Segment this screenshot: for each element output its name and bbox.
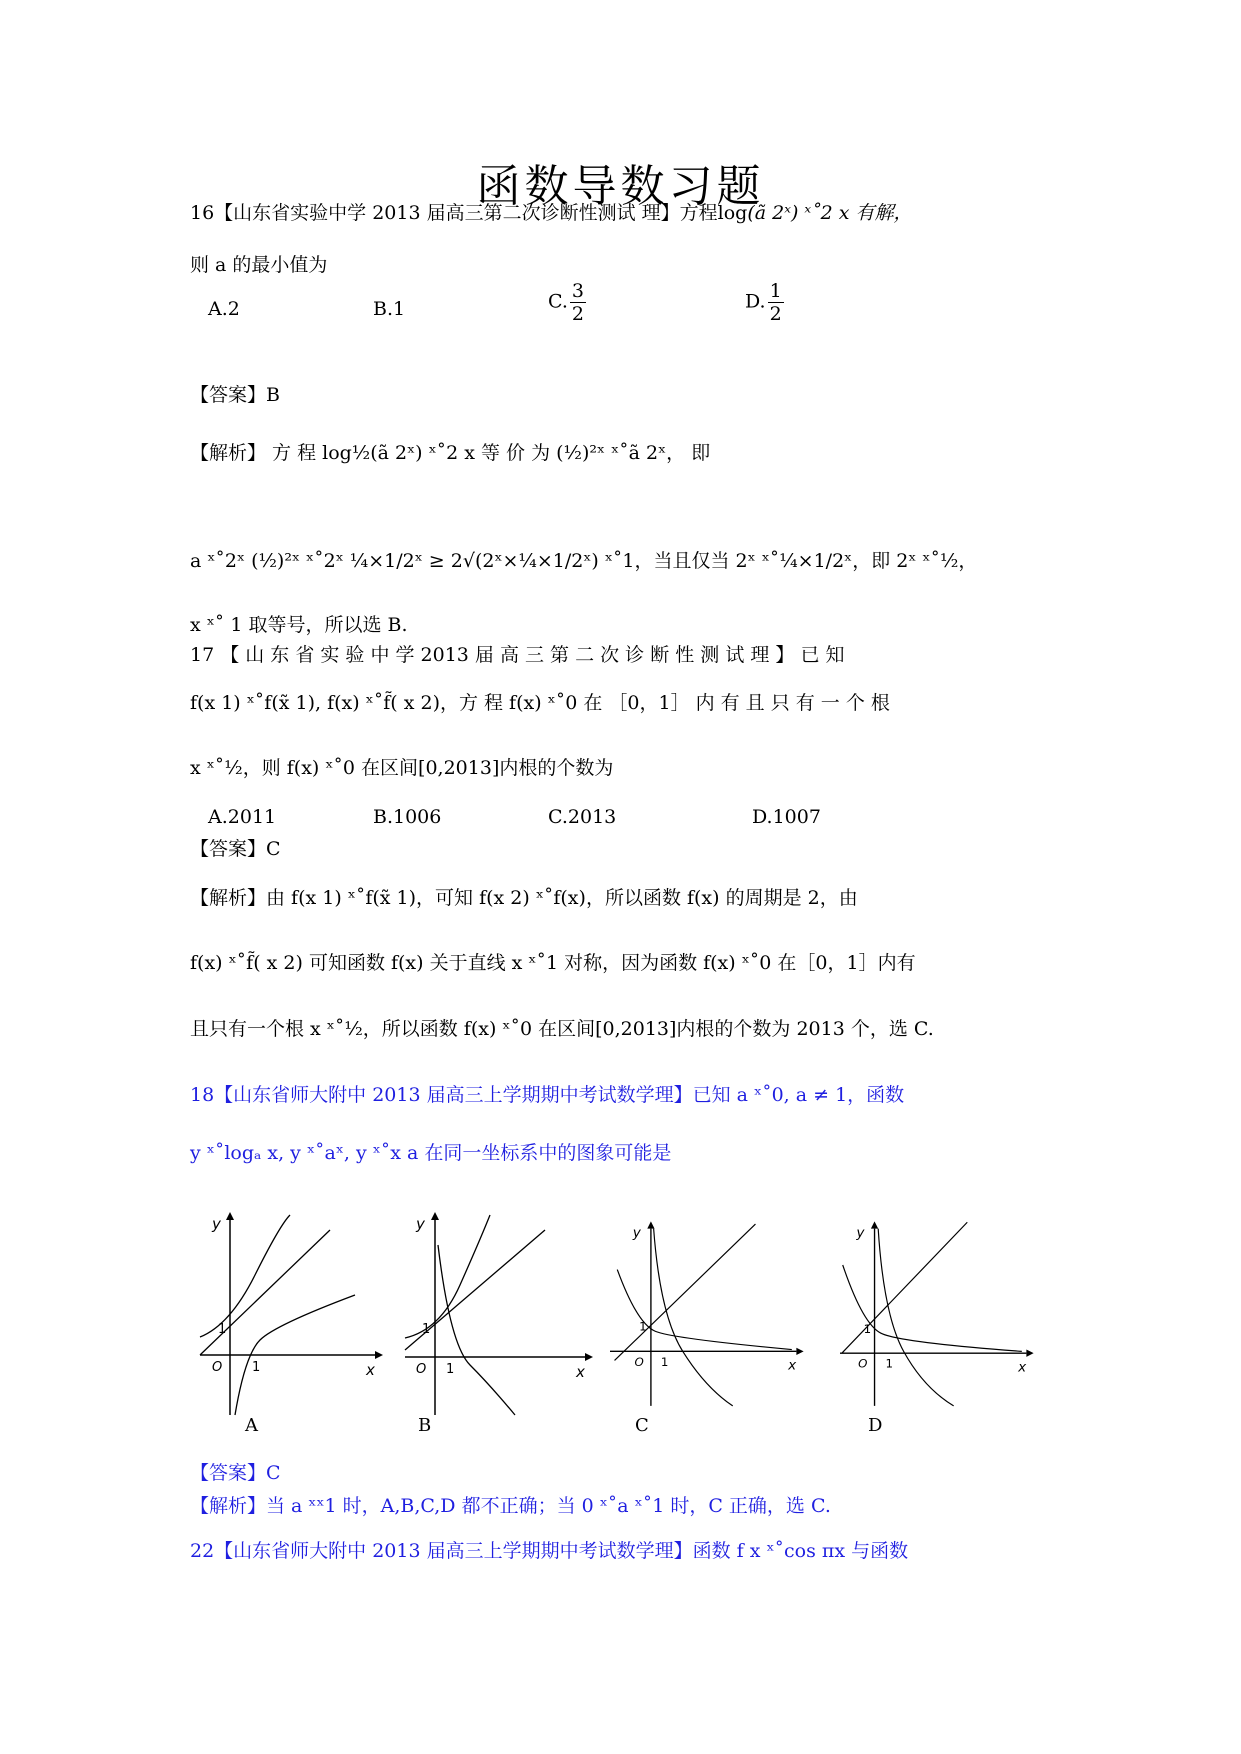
tick-x-one: 1 — [660, 1354, 669, 1369]
q18-line2: y ˣ˚logₐ x, y ˣ˚aˣ, y ˣ˚x a 在同一坐标系中的图象可能是 — [190, 1142, 672, 1164]
q17-option-c: C.2013 — [548, 806, 617, 828]
q16-analysis-3: x ˣ˚ 1 取等号，所以选 B. — [190, 614, 408, 636]
q16-analysis-1: 【解析】 方 程 log½(ã 2ˣ) ˣ˚2 x 等 价 为 (½)²ˣ ˣ˚ã 2ˣ， 即 — [190, 442, 711, 464]
q16-option-a: A.2 — [208, 298, 240, 320]
y-arrow — [226, 1212, 234, 1220]
graph-d — [840, 1205, 1040, 1425]
origin-label: O — [634, 1354, 644, 1369]
q16-option-c — [548, 280, 588, 325]
axis-x-label: x — [788, 1357, 797, 1374]
axis-y-label: y — [632, 1224, 641, 1241]
line-curve — [615, 1224, 756, 1360]
x-arrow — [796, 1348, 803, 1355]
x-arrow — [1026, 1350, 1033, 1357]
graph-a — [190, 1205, 390, 1425]
axis-x-label: x — [1018, 1359, 1027, 1376]
graph-label-a: A — [245, 1415, 258, 1436]
x-arrow — [585, 1353, 593, 1361]
q16-option-d — [745, 280, 786, 325]
x-arrow — [375, 1351, 383, 1359]
exp-curve — [843, 1265, 1022, 1351]
axis-x-label: x — [576, 1363, 585, 1381]
origin-label: O — [416, 1362, 427, 1377]
tick-y-one: 1 — [639, 1319, 647, 1334]
q16-answer: 【答案】B — [190, 384, 280, 406]
q16-analysis-2: a ˣ˚2ˣ (½)²ˣ ˣ˚2ˣ ¼×1/2ˣ ≥ 2√(2ˣ×¼×1/2ˣ) ˣ˚1，当且仅当 2ˣ ˣ˚¼×1/2ˣ，即 2ˣ ˣ˚½， — [190, 550, 978, 572]
log-curve — [438, 1245, 515, 1415]
tick-x-one: 1 — [446, 1362, 455, 1377]
q17-analysis-3: 且只有一个根 x ˣ˚½，所以函数 f(x) ˣ˚0 在区间[0,2013]内根的个数为 2013 个，选 C. — [190, 1018, 934, 1040]
q18-answer: 【答案】C — [190, 1462, 281, 1484]
log-curve — [654, 1229, 733, 1406]
q16-option-c-den: 2 — [571, 303, 584, 325]
y-arrow — [647, 1221, 654, 1228]
q16-option-c-num: 3 — [571, 280, 584, 302]
q16-option-c-prefix: C. — [548, 290, 568, 313]
exp-curve — [617, 1270, 792, 1350]
exp-curve — [405, 1215, 490, 1338]
q16-line1 — [190, 200, 1060, 226]
y-arrow — [871, 1221, 878, 1228]
axis-x-label: x — [366, 1361, 375, 1379]
q22-line1: 22【山东省师大附中 2013 届高三上学期期中考试数学理】函数 f x ˣ˚cos πx 与函数 — [190, 1540, 909, 1562]
origin-label: O — [212, 1360, 223, 1375]
graph-label-c: C — [635, 1415, 649, 1436]
q17-line2: f(x 1) ˣ˚f(x̃ 1), f(x) ˣ˚f̃( x 2)，方 程 f(x) ˣ˚0 在 ［0，1］ 内 有 且 只 有 一 个 根 — [190, 692, 890, 714]
tick-y-one: 1 — [422, 1322, 431, 1337]
y-arrow — [431, 1212, 439, 1220]
exp-curve — [200, 1215, 290, 1337]
q16-stem: 16【山东省实验中学 2013 届高三第二次诊断性测试 理】方程log — [190, 202, 748, 224]
axis-y-label: y — [856, 1224, 865, 1241]
tick-y-one: 1 — [218, 1322, 227, 1337]
log-curve — [878, 1229, 953, 1406]
q17-answer: 【答案】C — [190, 838, 281, 860]
graph-b — [400, 1205, 600, 1425]
tick-y-one: 1 — [863, 1322, 872, 1337]
q16-option-d-prefix: D. — [745, 290, 766, 313]
graph-label-d: D — [868, 1415, 883, 1436]
q17-line1: 17 【 山 东 省 实 验 中 学 2013 届 高 三 第 二 次 诊 断 性 测 试 理 】 已 知 — [190, 644, 845, 666]
q17-line3: x ˣ˚½，则 f(x) ˣ˚0 在区间[0,2013]内根的个数为 — [190, 757, 614, 779]
page-title: 函数导数习题 — [476, 161, 765, 212]
q17-analysis-2: f(x) ˣ˚f̃( x 2) 可知函数 f(x) 关于直线 x ˣ˚1 对称，因为函数 f(x) ˣ˚0 在［0，1］内有 — [190, 952, 916, 974]
axis-y-label: y — [416, 1215, 425, 1233]
q18-graphs — [190, 1205, 1070, 1445]
q16-option-d-fraction — [768, 280, 784, 325]
q17-option-a: A.2011 — [208, 806, 277, 828]
q16-line2: 则 a 的最小值为 — [190, 254, 328, 276]
q17-analysis-1: 【解析】由 f(x 1) ˣ˚f(x̃ 1)，可知 f(x 2) ˣ˚f(x)，所以函数 f(x) 的周期是 2，由 — [190, 887, 858, 909]
q17-option-d: D.1007 — [752, 806, 821, 828]
q17-option-b: B.1006 — [373, 806, 442, 828]
q18-analysis: 【解析】当 a ˣˣ1 时，A,B,C,D 都不正确；当 0 ˣ˚a ˣ˚1 时，C 正确，选 C. — [190, 1495, 831, 1517]
tick-x-one: 1 — [252, 1360, 261, 1375]
axis-y-label: y — [212, 1215, 221, 1233]
line-curve — [842, 1222, 967, 1353]
q16-option-d-num: 1 — [769, 280, 782, 302]
q16-stem-math: (ã 2ˣ) ˣ˚2 x 有解， — [747, 202, 913, 224]
graph-label-b: B — [418, 1415, 432, 1436]
tick-x-one: 1 — [885, 1356, 893, 1371]
q18-line1: 18【山东省师大附中 2013 届高三上学期期中考试数学理】已知 a ˣ˚0, a ≠ 1，函数 — [190, 1084, 905, 1106]
q16-option-c-fraction — [570, 280, 586, 325]
origin-label: O — [858, 1356, 868, 1371]
graph-c — [610, 1205, 810, 1425]
q16-option-b: B.1 — [373, 298, 406, 320]
q16-option-d-den: 2 — [769, 303, 782, 325]
